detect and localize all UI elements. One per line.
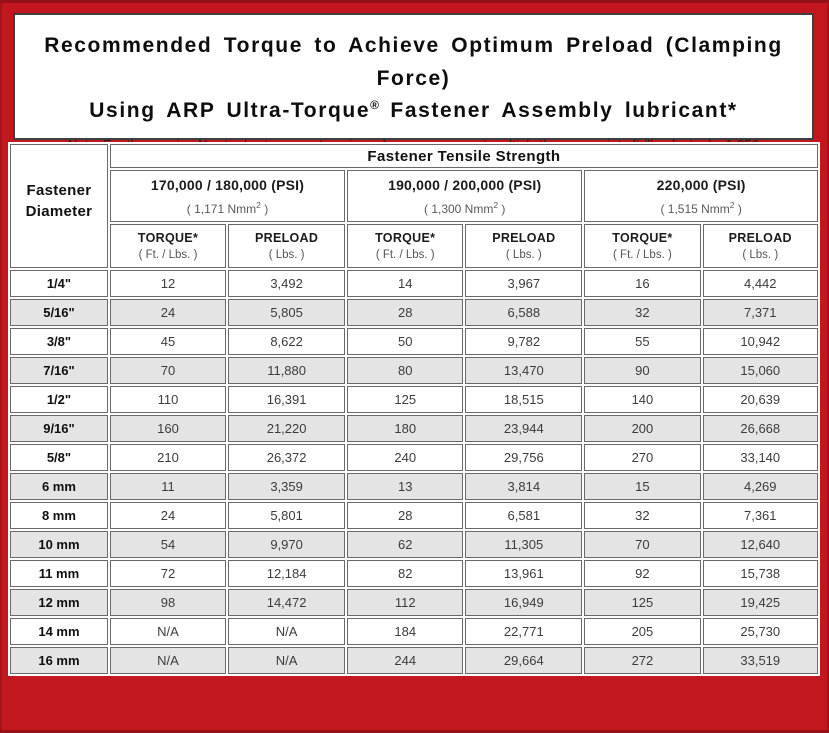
torque-cell: 92 [584,560,700,587]
title-line-1: Recommended Torque to Achieve Optimum Preload (Clamping Force) [44,34,783,90]
torque-cell: 80 [347,357,463,384]
table-row [10,357,818,384]
torque-cell: 28 [347,502,463,529]
torque-cell: 70 [110,357,226,384]
title-line-2-text: Using ARP Ultra-Torque [89,99,371,123]
preload-column-header-3: PRELOAD ( Lbs. ) [703,224,818,268]
torque-cell: N/A [110,647,226,674]
diameter-cell: 1/4" [10,270,108,297]
preload-cell: 26,372 [228,444,345,471]
psi-value-1: 170,000 / 180,000 (PSI) [150,176,305,193]
page-title [25,30,802,128]
preload-cell: 29,664 [465,647,582,674]
torque-cell: 240 [347,444,463,471]
tensile-header-row [10,144,818,168]
title-line-2-suffix: Fastener Assembly lubricant* [378,99,738,123]
preload-cell: 16,949 [465,589,582,616]
preload-cell: 23,944 [465,415,582,442]
table-row [10,299,818,326]
preload-column-header-1: PRELOAD ( Lbs. ) [228,224,345,268]
diameter-cell: 5/8" [10,444,108,471]
preload-cell: 5,801 [228,502,345,529]
torque-cell: 55 [584,328,700,355]
preload-cell: 29,756 [465,444,582,471]
table-row [10,270,818,297]
torque-table [8,142,820,676]
preload-column-header-2: PRELOAD ( Lbs. ) [465,224,582,268]
registered-trademark-symbol: ® [370,98,379,113]
title-line-2 [89,99,737,122]
preload-cell: 3,359 [228,473,345,500]
diameter-cell: 11 mm [10,560,108,587]
preload-cell: 11,880 [228,357,345,384]
nmm-value-2: ( 1,300 Nmm$^2$ ) [423,199,506,216]
preload-cell: 6,581 [465,502,582,529]
preload-cell: 9,970 [228,531,345,558]
torque-cell: 32 [584,299,700,326]
torque-cell: 24 [110,502,226,529]
torque-cell: 98 [110,589,226,616]
preload-cell: 19,425 [703,589,818,616]
torque-cell: 82 [347,560,463,587]
torque-cell: 54 [110,531,226,558]
psi-group-header-3 [584,170,818,222]
table-row [10,328,818,355]
diameter-cell: 1/2" [10,386,108,413]
torque-column-header-2: TORQUE* ( Ft. / Lbs. ) [347,224,463,268]
diameter-cell: 6 mm [10,473,108,500]
torque-cell: 45 [110,328,226,355]
psi-value-3: 220,000 (PSI) [656,176,746,193]
torque-cell: 160 [110,415,226,442]
psi-group-header-2 [347,170,582,222]
diameter-cell: 3/8" [10,328,108,355]
diameter-cell: 5/16" [10,299,108,326]
preload-cell: 7,361 [703,502,818,529]
torque-cell: 28 [347,299,463,326]
preload-cell: 3,967 [465,270,582,297]
table-body [10,270,818,674]
torque-cell: 12 [110,270,226,297]
preload-cell: N/A [228,618,345,645]
preload-cell: 3,492 [228,270,345,297]
torque-cell: 200 [584,415,700,442]
torque-cell: 112 [347,589,463,616]
table-row [10,502,818,529]
torque-cell: 110 [110,386,226,413]
preload-cell: 13,470 [465,357,582,384]
nmm-value-3: ( 1,515 Nmm$^2$ ) [660,199,742,216]
torque-cell: 70 [584,531,700,558]
torque-cell: 50 [347,328,463,355]
nmm-value-1: ( 1,171 Nmm$^2$ ) [186,199,269,216]
torque-cell: 72 [110,560,226,587]
preload-cell: 21,220 [228,415,345,442]
preload-cell: 14,472 [228,589,345,616]
preload-cell: 4,269 [703,473,818,500]
torque-cell: 180 [347,415,463,442]
torque-cell: 272 [584,647,700,674]
torque-cell: 62 [347,531,463,558]
diameter-cell: 14 mm [10,618,108,645]
diameter-cell: 9/16" [10,415,108,442]
table-row [10,589,818,616]
preload-cell: 13,961 [465,560,582,587]
fastener-diameter-line1: Fastener [26,182,92,200]
table-row [10,618,818,645]
preload-cell: 25,730 [703,618,818,645]
table-row [10,473,818,500]
torque-column-header-1: TORQUE* ( Ft. / Lbs. ) [110,224,226,268]
preload-cell: 7,371 [703,299,818,326]
title-box [13,13,814,140]
preload-cell: 9,782 [465,328,582,355]
torque-cell: 90 [584,357,700,384]
table-row [10,386,818,413]
torque-cell: 16 [584,270,700,297]
table-row [10,444,818,471]
diameter-cell: 12 mm [10,589,108,616]
torque-cell: 210 [110,444,226,471]
torque-column-header-3: TORQUE* ( Ft. / Lbs. ) [584,224,700,268]
fastener-diameter-header [10,144,108,268]
psi-value-2: 190,000 / 200,000 (PSI) [388,176,542,193]
preload-cell: 12,640 [703,531,818,558]
preload-cell: 4,442 [703,270,818,297]
preload-cell: 33,519 [703,647,818,674]
torque-cell: 13 [347,473,463,500]
fastener-diameter-line2: Diameter [25,202,93,220]
torque-cell: 184 [347,618,463,645]
table-row [10,560,818,587]
diameter-cell: 7/16" [10,357,108,384]
preload-cell: 10,942 [703,328,818,355]
column-header-row [10,224,818,268]
table-row [10,531,818,558]
diameter-cell: 10 mm [10,531,108,558]
preload-cell: 15,060 [703,357,818,384]
preload-cell: 16,391 [228,386,345,413]
preload-cell: 11,305 [465,531,582,558]
torque-cell: 15 [584,473,700,500]
tensile-strength-header: Fastener Tensile Strength [110,144,818,168]
table-row [10,415,818,442]
psi-group-header-1 [110,170,345,222]
preload-cell: 20,639 [703,386,818,413]
preload-cell: 18,515 [465,386,582,413]
torque-cell: N/A [110,618,226,645]
preload-cell: N/A [228,647,345,674]
torque-cell: 270 [584,444,700,471]
torque-cell: 125 [347,386,463,413]
torque-cell: 140 [584,386,700,413]
preload-cell: 15,738 [703,560,818,587]
torque-cell: 205 [584,618,700,645]
torque-cell: 32 [584,502,700,529]
torque-cell: 14 [347,270,463,297]
diameter-cell: 16 mm [10,647,108,674]
diameter-cell: 8 mm [10,502,108,529]
preload-cell: 5,805 [228,299,345,326]
psi-group-row [10,170,818,222]
torque-cell: 11 [110,473,226,500]
table-row [10,647,818,674]
preload-cell: 26,668 [703,415,818,442]
preload-cell: 22,771 [465,618,582,645]
table-header [10,144,818,268]
torque-cell: 24 [110,299,226,326]
torque-cell: 244 [347,647,463,674]
preload-cell: 6,588 [465,299,582,326]
preload-cell: 3,814 [465,473,582,500]
torque-cell: 125 [584,589,700,616]
preload-cell: 8,622 [228,328,345,355]
preload-cell: 33,140 [703,444,818,471]
preload-cell: 12,184 [228,560,345,587]
